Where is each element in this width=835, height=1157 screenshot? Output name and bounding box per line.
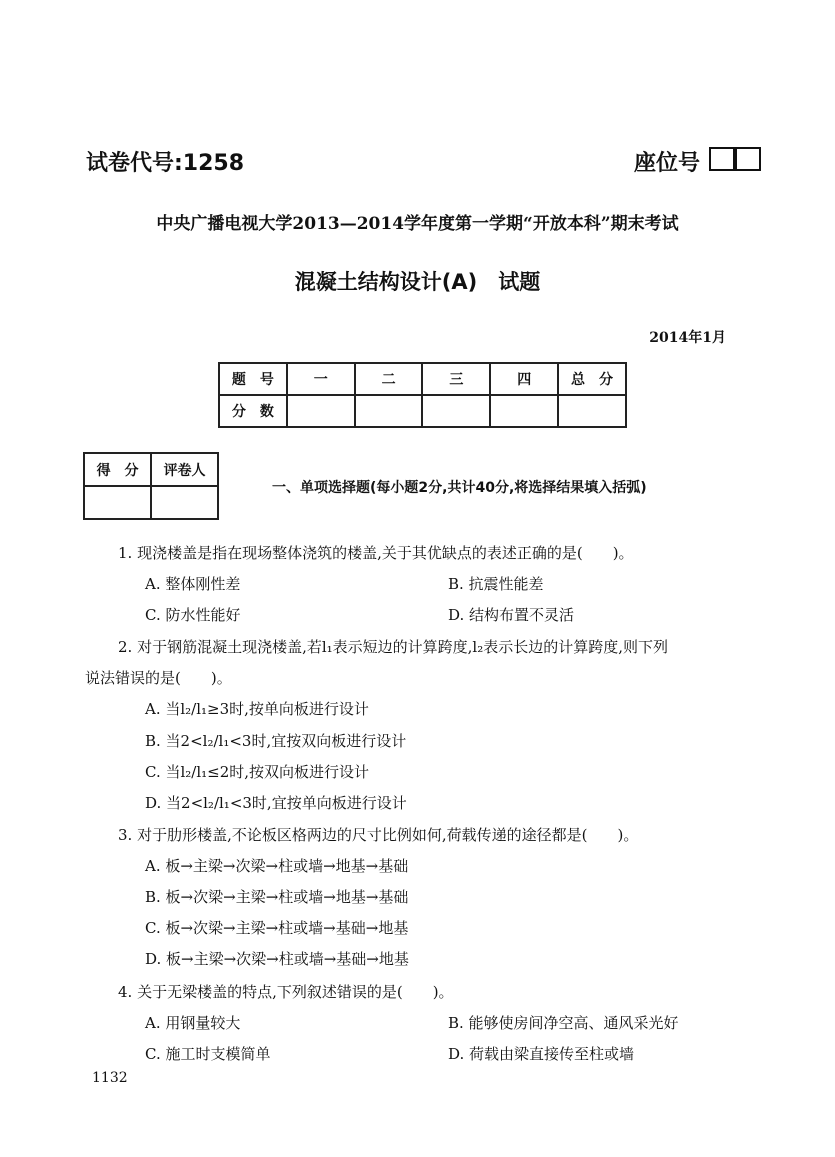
question-4-option-a: A. 用钢量较大: [145, 1014, 241, 1032]
seat-number-box-2[interactable]: [735, 147, 761, 171]
seat-number-label: 座位号: [634, 151, 701, 176]
score-table-header-row: [219, 363, 626, 395]
question-1-option-b: B. 抗震性能差: [448, 575, 544, 593]
question-3-option-c: C. 板→次梁→主梁→柱或墙→基础→地基: [145, 919, 409, 937]
score-table-score-row: [219, 395, 626, 427]
score-cell[interactable]: [287, 395, 355, 427]
question-2-option-c: C. 当l₂/l₁≤2时,按双向板进行设计: [145, 763, 370, 781]
section-title: 一、单项选择题(每小题2分,共计40分,将选择结果填入括弧): [272, 480, 647, 496]
question-3-option-b: B. 板→次梁→主梁→柱或墙→地基→基础: [145, 888, 409, 906]
score-cell[interactable]: [355, 395, 423, 427]
question-4-option-b: B. 能够使房间净空高、通风采光好: [448, 1014, 679, 1032]
question-1-stem: 1. 现浇楼盖是指在现场整体浇筑的楼盖,关于其优缺点的表述正确的是( )。: [118, 544, 634, 562]
score-table-header-cell: 一: [287, 363, 355, 395]
grader-score-cell[interactable]: [84, 486, 151, 519]
exam-date: 2014年1月: [649, 330, 726, 346]
grader-table-header-row: [84, 453, 218, 486]
score-cell[interactable]: [490, 395, 558, 427]
grader-name-header: 评卷人: [151, 453, 218, 486]
question-1-option-a: A. 整体刚性差: [145, 575, 241, 593]
score-cell[interactable]: [558, 395, 626, 427]
exam-code-label: 试卷代号:1258: [86, 151, 245, 176]
score-table-header-cell: 总 分: [558, 363, 626, 395]
exam-title: 中央广播电视大学2013—2014学年度第一学期“开放本科”期末考试: [156, 214, 679, 234]
question-4-option-c: C. 施工时支模简单: [145, 1045, 271, 1063]
question-4-option-d: D. 荷载由梁直接传至柱或墙: [448, 1045, 635, 1063]
question-1-option-c: C. 防水性能好: [145, 606, 241, 624]
question-3-option-a: A. 板→主梁→次梁→柱或墙→地基→基础: [145, 857, 409, 875]
grader-name-cell[interactable]: [151, 486, 218, 519]
question-3-stem: 3. 对于肋形楼盖,不论板区格两边的尺寸比例如何,荷载传递的途径都是( )。: [118, 826, 639, 844]
question-4-stem: 4. 关于无梁楼盖的特点,下列叙述错误的是( )。: [118, 983, 454, 1001]
score-table-header-cell: 二: [355, 363, 423, 395]
seat-number-box-1[interactable]: [709, 147, 735, 171]
score-cell[interactable]: [422, 395, 490, 427]
grader-table-entry-row: [84, 486, 218, 519]
score-table-header-cell: 三: [422, 363, 490, 395]
question-2-option-d: D. 当2<l₂/l₁<3时,宜按单向板进行设计: [145, 794, 407, 812]
score-table-header-cell: 题 号: [219, 363, 287, 395]
question-3-option-d: D. 板→主梁→次梁→柱或墙→基础→地基: [145, 950, 409, 968]
question-1-option-d: D. 结构布置不灵活: [448, 606, 575, 624]
subject-title: 混凝土结构设计(A) 试题: [294, 270, 541, 294]
grader-table: [83, 452, 219, 520]
question-2-stem-line-1: 2. 对于钢筋混凝土现浇楼盖,若l₁表示短边的计算跨度,l₂表示长边的计算跨度,则下列: [118, 638, 669, 656]
grader-score-header: 得 分: [84, 453, 151, 486]
score-table: [218, 362, 627, 428]
score-row-label: 分 数: [219, 395, 287, 427]
score-table-header-cell: 四: [490, 363, 558, 395]
question-2-option-b: B. 当2<l₂/l₁<3时,宜按双向板进行设计: [145, 732, 407, 750]
page-number: 1132: [92, 1070, 128, 1086]
question-2-stem-line-2: 说法错误的是( )。: [85, 669, 232, 687]
question-2-option-a: A. 当l₂/l₁≥3时,按单向板进行设计: [145, 700, 369, 718]
